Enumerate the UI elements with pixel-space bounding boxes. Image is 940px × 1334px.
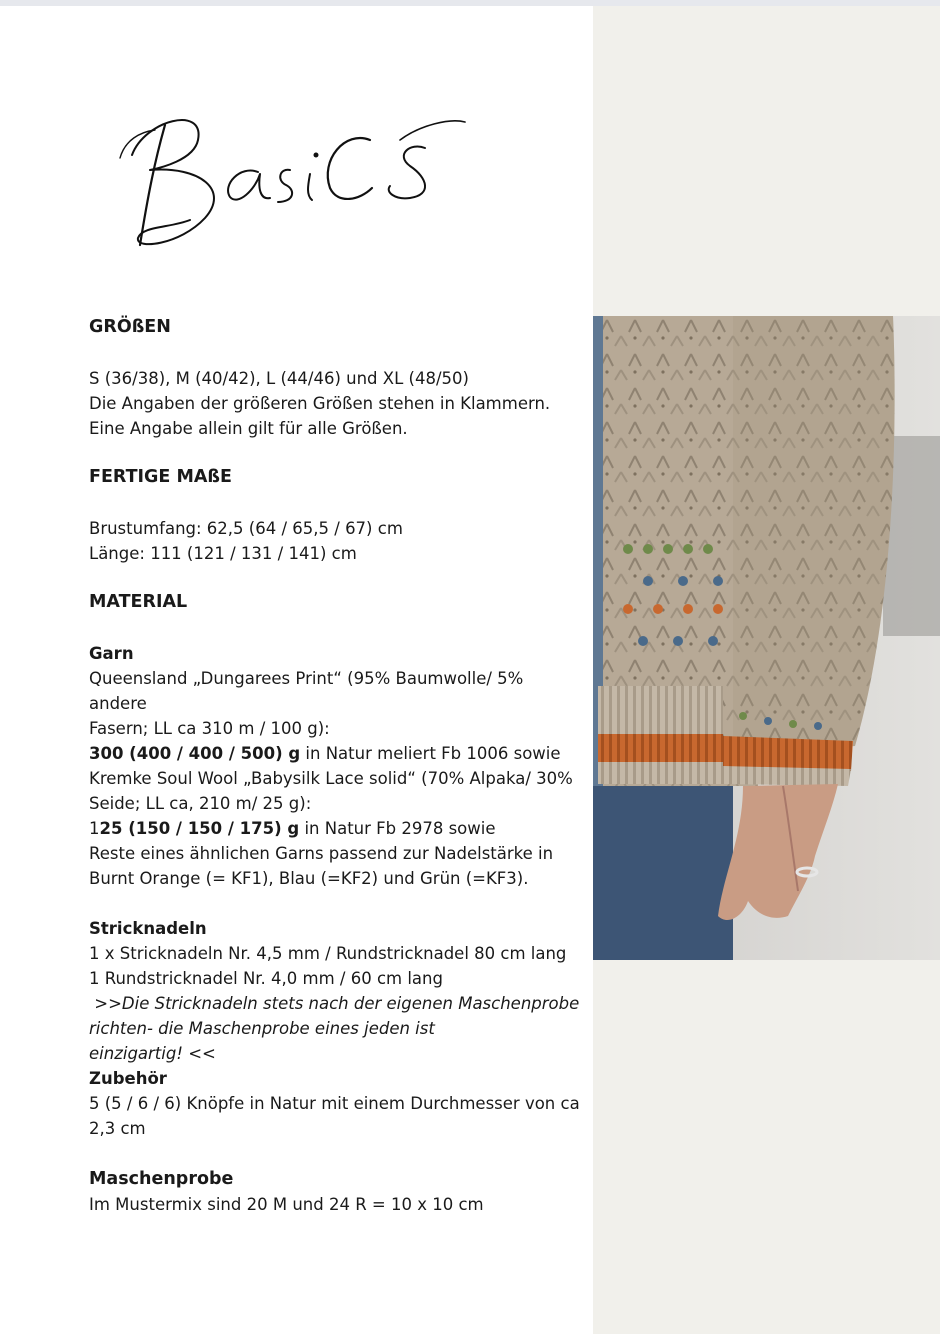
needles-note: >>Die Stricknadeln stets nach der eigenen Maschenprobe	[89, 994, 580, 1013]
measurements-line: Brustumfang: 62,5 (64 / 65,5 / 67) cm	[89, 519, 403, 538]
sizes-line: S (36/38), M (40/42), L (44/46) und XL (48/50)	[89, 369, 469, 388]
needles-note: richten- die Maschenprobe eines jeden ist	[89, 1019, 435, 1038]
gauge-line: Im Mustermix sind 20 M und 24 R = 10 x 10 cm	[89, 1195, 484, 1214]
yarn-line: 125 (150 / 150 / 175) g in Natur Fb 2978 sowie	[89, 819, 496, 838]
yarn-line: Seide; LL ca, 210 m/ 25 g):	[89, 794, 312, 813]
script-title	[110, 100, 480, 260]
needles-note: einzigartig! <<	[89, 1044, 216, 1063]
accessories-line: 5 (5 / 6 / 6) Knöpfe in Natur mit einem Durchmesser von ca	[89, 1094, 580, 1113]
sizes-line: Eine Angabe allein gilt für alle Größen.	[89, 419, 408, 438]
yarn-line: Reste eines ähnlichen Garns passend zur Nadelstärke in	[89, 844, 554, 863]
yarn-line: Burnt Orange (= KF1), Blau (=KF2) und Grün (=KF3).	[89, 869, 529, 888]
heading-gauge: Maschenprobe	[89, 1169, 234, 1189]
heading-yarn: Garn	[89, 644, 134, 663]
content-column	[89, 316, 584, 1217]
sleeve-photo	[593, 316, 940, 960]
yarn-line: 300 (400 / 400 / 500) g in Natur meliert Fb 1006 sowie	[89, 744, 561, 763]
yarn-line: Queensland „Dungarees Print“ (95% Baumwolle/ 5% andere	[89, 669, 524, 713]
sizes-line: Die Angaben der größeren Größen stehen in Klammern.	[89, 394, 551, 413]
needles-line: 1 Rundstricknadel Nr. 4,0 mm / 60 cm lang	[89, 969, 443, 988]
heading-accessories: Zubehör	[89, 1069, 167, 1088]
needles-line: 1 x Stricknadeln Nr. 4,5 mm / Rundstricknadel 80 cm lang	[89, 944, 567, 963]
heading-needles: Stricknadeln	[89, 919, 207, 938]
heading-measurements: FERTIGE MAßE	[89, 467, 232, 487]
yarn-line: Kremke Soul Wool „Babysilk Lace solid“ (70% Alpaka/ 30%	[89, 769, 573, 788]
accessories-line: 2,3 cm	[89, 1119, 146, 1138]
heading-material: MATERIAL	[89, 592, 188, 612]
measurements-line: Länge: 111 (121 / 131 / 141) cm	[89, 544, 357, 563]
yarn-amount: 25 (150 / 150 / 175) g	[99, 819, 300, 838]
yarn-line: Fasern; LL ca 310 m / 100 g):	[89, 719, 330, 738]
yarn-amount: 300 (400 / 400 / 500) g	[89, 744, 301, 763]
heading-sizes: GRÖßEN	[89, 317, 171, 337]
